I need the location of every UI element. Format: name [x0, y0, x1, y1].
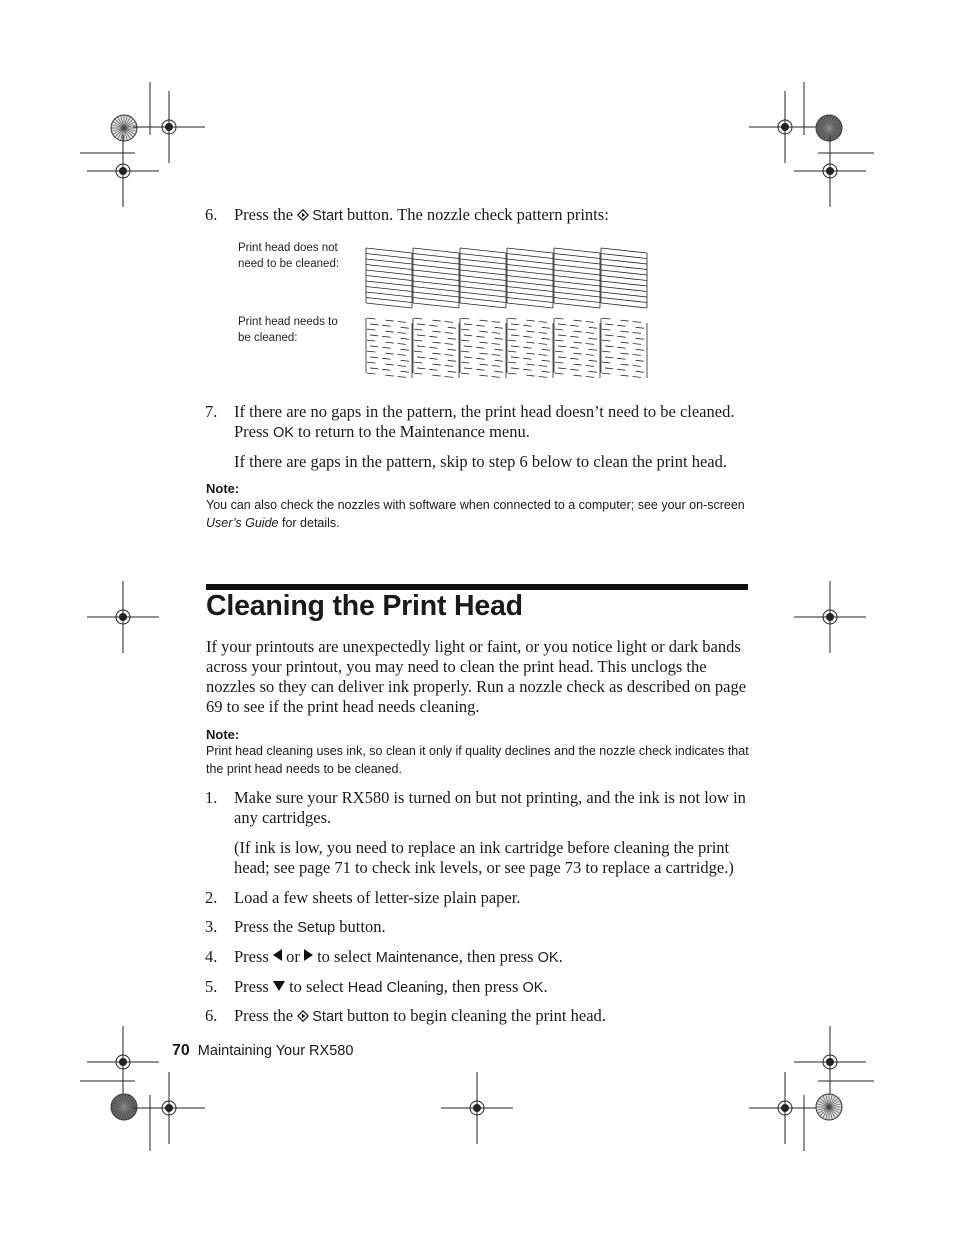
registration-crosshair-icon	[87, 1026, 159, 1098]
pattern-block	[460, 248, 506, 308]
step-7	[205, 402, 750, 444]
page-number: 70	[172, 1042, 190, 1059]
registration-crosshair-icon	[133, 1072, 205, 1144]
setup-button-label: Setup	[297, 920, 336, 936]
step-text: to return to the Maintenance menu.	[298, 422, 530, 441]
label-dirty-pattern: Print head needs to be cleaned:	[238, 316, 338, 344]
step-1-followup: (If ink is low, you need to replace an ink cartridge before cleaning the print head; see page 71 to check ink levels, or see page 73 to replace a cartridge.)	[234, 838, 734, 877]
step-text: Press	[234, 947, 269, 966]
page-footer	[172, 1042, 353, 1060]
registration-crosshair-icon	[794, 135, 866, 207]
pattern-clean	[366, 248, 647, 308]
registration-crosshair-icon	[749, 1072, 821, 1144]
head-cleaning-menu-label: Head Cleaning	[347, 980, 444, 996]
step-text: Press the	[234, 1006, 294, 1025]
section-title: Cleaning the Print Head	[206, 590, 523, 622]
users-guide-ref: User’s Guide	[206, 515, 279, 530]
pattern-block	[460, 318, 506, 378]
note-label: Note:	[206, 481, 240, 496]
step-text: , then press	[443, 977, 519, 996]
registration-crosshair-icon	[441, 1072, 513, 1144]
color-starburst-icon	[111, 115, 137, 141]
pattern-block	[366, 248, 412, 308]
right-arrow-icon	[304, 949, 313, 961]
step-text: .	[543, 977, 548, 996]
step-text: Press the	[234, 917, 294, 936]
registration-crosshair-icon	[87, 135, 159, 207]
step-text: Load a few sheets of letter-size plain paper.	[234, 888, 521, 907]
step-text: .	[558, 947, 563, 966]
step-text: Press the	[234, 205, 294, 224]
maintenance-menu-label: Maintenance	[375, 950, 459, 966]
pattern-block	[413, 318, 459, 378]
step-number: 3.	[205, 917, 218, 936]
ok-button-label: OK	[537, 950, 559, 966]
note-text-part: You can also check the nozzles with software when connected to a computer; see your on-screen	[206, 498, 745, 512]
step-text: button to begin cleaning the print head.	[347, 1006, 606, 1025]
pattern-block	[366, 318, 412, 378]
step-number: 5.	[205, 977, 218, 996]
nozzle-check-figure	[238, 238, 658, 383]
step-number: 4.	[205, 947, 218, 966]
registration-crosshair-icon	[794, 581, 866, 653]
note-text	[206, 497, 751, 532]
color-starburst-icon	[816, 115, 842, 141]
pattern-block	[413, 248, 459, 308]
start-diamond-icon	[297, 209, 309, 221]
registration-crosshair-icon	[133, 91, 205, 163]
step-text: button.	[339, 917, 386, 936]
label-clean-pattern: Print head does not need to be cleaned:	[238, 242, 340, 270]
section-intro: If your printouts are unexpectedly light or faint, or you notice light or dark bands across your printout, you may need to clean the print head. This unclogs the nozzles so they can deliver ink properly. Run a nozzle check as described on page 69 to see if the print head needs cleaning.	[206, 637, 747, 716]
pattern-dirty	[366, 318, 647, 378]
pattern-block	[507, 248, 553, 308]
step-number: 6.	[205, 1006, 218, 1025]
step-text: to select	[317, 947, 372, 966]
step-text: If there are no gaps in the pattern, the print head doesn’t need to be cleaned. Press	[234, 402, 735, 441]
start-diamond-icon	[297, 1010, 309, 1022]
registration-crosshair-icon	[87, 581, 159, 653]
step-1	[205, 788, 750, 830]
step-text: Press	[234, 977, 269, 996]
step-number: 1.	[205, 788, 218, 807]
footer-title: Maintaining Your RX580	[197, 1043, 354, 1059]
step-7-followup: If there are gaps in the pattern, skip to step 6 below to clean the print head.	[234, 452, 728, 471]
step-text: Make sure your RX580 is turned on but not printing, and the ink is not low in any cartridges.	[234, 788, 746, 827]
color-starburst-icon	[111, 1094, 137, 1120]
step-number: 6.	[205, 205, 218, 224]
ok-button-label: OK	[272, 425, 294, 441]
pattern-block	[554, 248, 600, 308]
step-number: 7.	[205, 402, 218, 421]
step-text: to select	[289, 977, 344, 996]
note-text-part: for details.	[281, 515, 340, 530]
left-arrow-icon	[273, 949, 282, 961]
color-starburst-icon	[816, 1094, 842, 1120]
step-text: or	[286, 947, 300, 966]
step-number: 2.	[205, 888, 218, 907]
pattern-block	[601, 318, 647, 378]
note-text: Print head cleaning uses ink, so clean it only if quality declines and the nozzle check indicates that the print head needs to be cleaned.	[206, 744, 749, 776]
registration-crosshair-icon	[794, 1026, 866, 1098]
pattern-block	[601, 248, 647, 308]
step-text: , then press	[458, 947, 534, 966]
pattern-block	[554, 318, 600, 378]
note-label: Note:	[206, 727, 240, 742]
step-text: button. The nozzle check pattern prints:	[347, 205, 609, 224]
ok-button-label: OK	[522, 980, 544, 996]
registration-crosshair-icon	[749, 91, 821, 163]
start-button-label: Start	[312, 1009, 343, 1025]
start-button-label: Start	[312, 208, 343, 224]
pattern-block	[507, 318, 553, 378]
down-arrow-icon	[273, 981, 285, 991]
nozzle-pattern-graphic	[238, 238, 658, 383]
